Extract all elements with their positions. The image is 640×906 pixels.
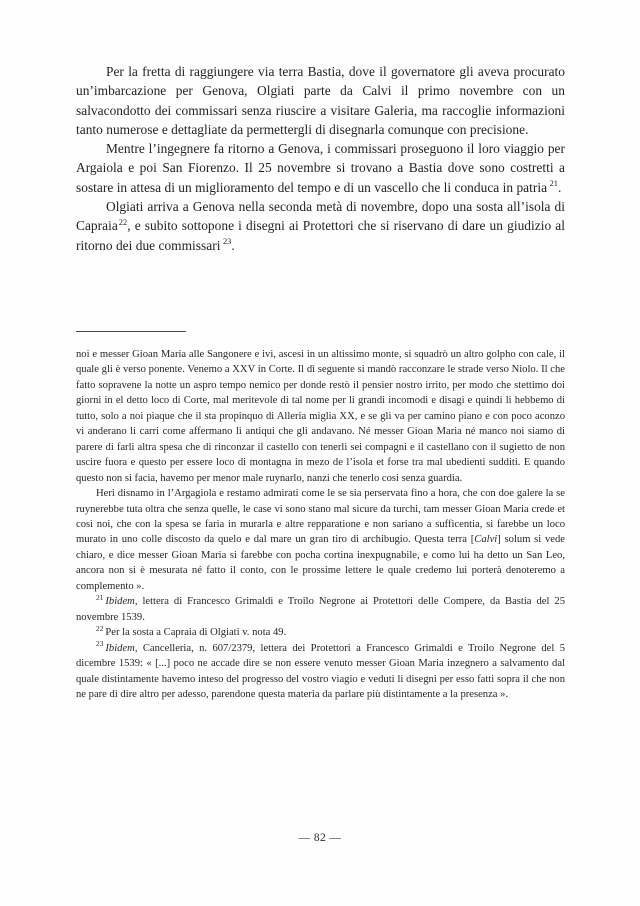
footnote-23 xyxy=(76,641,565,703)
paragraph-olgiati-part1: Olgiati arriva a Genova nella seconda metà di novembre, dopo una sosta all’isola di Capraia xyxy=(76,199,565,234)
footnote-22-text: Per la sosta a Capraia di Olgiati v. nota 49. xyxy=(105,627,287,639)
paragraph-genova-tail: . xyxy=(557,179,562,195)
main-body-text xyxy=(76,62,565,255)
footnote-23-number[interactable]: 23 xyxy=(96,639,104,649)
note-reference-23[interactable]: 23 xyxy=(222,237,232,247)
footnote-21-ibidem: Ibidem xyxy=(105,596,135,608)
footnote-21-number[interactable]: 21 xyxy=(96,592,104,602)
footnote-continued-text-2b: ] solum si vede chiaro, e dice messer Gioan Maria si farebbe con pocha cortina inexpugnabile, e como lui ha detto un San Leo, ancora non si è mesurata né fatto il conto, con le prossime lettere le quale credemo lui porterà denoteremo a complemento ». xyxy=(76,534,566,592)
footnote-continued-block-2 xyxy=(76,486,565,594)
footnote-21 xyxy=(76,594,565,625)
footnote-continued-text-2a: Heri disnamo in l’Argagiola e restamo admirati come le se sia perservata fino a hora, che con doe galere la se ruynerebbe tuta oltra che senza quelle, le case vi sono stano mal sicure da turchi, tam messer Gioan Maria crede et così noi, che con la spesa se faria in murarla e altre repparatione e non sariano a sufficentia, si farebbe un loco murato in uno colle discosto da quelo e dal mare un gran tiro di archibugio. Questa terra [ xyxy=(76,488,565,546)
footnote-21-text: , lettera di Francesco Grimaldi e Troilo Negrone ai Protettori delle Compere, da Bastia del 25 novembre 1539. xyxy=(76,596,565,623)
paragraph-genova-text: Mentre l’ingegnere fa ritorno a Genova, i commissari proseguono il loro viaggio per Argaiola e poi San Fiorenzo. Il 25 novembre si trovano a Bastia dove sono costretti a sostare in attesa di un miglioramento del tempo e di un vascello che li conduca in patria xyxy=(76,141,565,195)
footnote-22-number[interactable]: 22 xyxy=(96,623,104,633)
paragraph-olgiati-part2: , e subito sottopone i disegni ai Protettori che si riservano di dare un giudizio al ritorno dei due commissari xyxy=(76,218,565,253)
paragraph-bastia xyxy=(76,62,565,139)
note-reference-21[interactable]: 21 xyxy=(549,179,558,189)
note-reference-22[interactable]: 22 xyxy=(118,217,128,227)
footnote-23-text: , Cancelleria, n. 607/2379, lettera dei Protettori a Francesco Grimaldi e Troilo Negrone del 5 dicembre 1539: « [...] poco ne accade dire se non essere venuto messer Gioan Maria inzegnero a salvamento dal quale distintamente havemo inteso del progresso del vostro viagio e veduti li disegni per esso fatti sopra il che non ne pare di dire altro per adesso, parendone questa materia da parlare più distintamente a la presenza ». xyxy=(76,642,565,700)
footnote-continued-block-1 xyxy=(76,347,565,486)
footnote-gloss-calvi: Calvi xyxy=(474,534,498,546)
paragraph-olgiati xyxy=(76,197,565,255)
footnote-separator-rule xyxy=(76,331,186,332)
footnote-22 xyxy=(76,625,565,640)
paragraph-olgiati-part3: . xyxy=(231,237,235,253)
footnote-apparatus xyxy=(76,347,565,702)
footnote-23-ibidem: Ibidem xyxy=(105,642,135,654)
paragraph-bastia-text: Per la fretta di raggiungere via terra Bastia, dove il governatore gli aveva procurato un’imbarcazione per Genova, Olgiati parte da Calvi il primo novembre con un salvacondotto dei commissari senza riuscire a visitare Galeria, ma raccoglie informazioni tanto numerose e dettagliate da permettergli di disegnarla comunque con precisione. xyxy=(76,64,565,137)
page-folio: — 82 — xyxy=(298,832,342,844)
page-text-column xyxy=(76,62,565,255)
footnote-continued-text-1: noi e messer Gioan Maria alle Sangonere e ivi, ascesi in un altissimo monte, si squadrò un altro golpho con cale, il quale gli è verso ponente. Venemo a XXV in Corte. Il dì seguente si mandò racconzare le strade verso Niolo. Il che fatto sopravene la notte un aspro tempo nemico per donde restò il pensier nostro irrito, per modo che stettimo doi giorni in el detto loco di Corte, mal meritevole di tal nome per li grandi incomodi e disagi e quindi li hebbemo di tutto, solo a noi piaque che il sta propinquo di Alleria miglia XX, e se gli va per camino piano e con poco aconzo vi anderano li carri come affermano li antiqui che gli andavano. Né messer Gioan Maria né manco noi siamo di parere di farli altra spesa che di rinconzar il castello con tenerli sei compagni e il castellano con il sugietto de non uscire fuora e questo per essere loco di montagna in mezo de l’isola et forse tra mal ubedienti sudditi. E quando questo non si facia, havemo per menor male ruynarlo, nanzi che tenerlo cosi senza guardia. xyxy=(76,349,565,484)
paragraph-genova xyxy=(76,139,565,197)
